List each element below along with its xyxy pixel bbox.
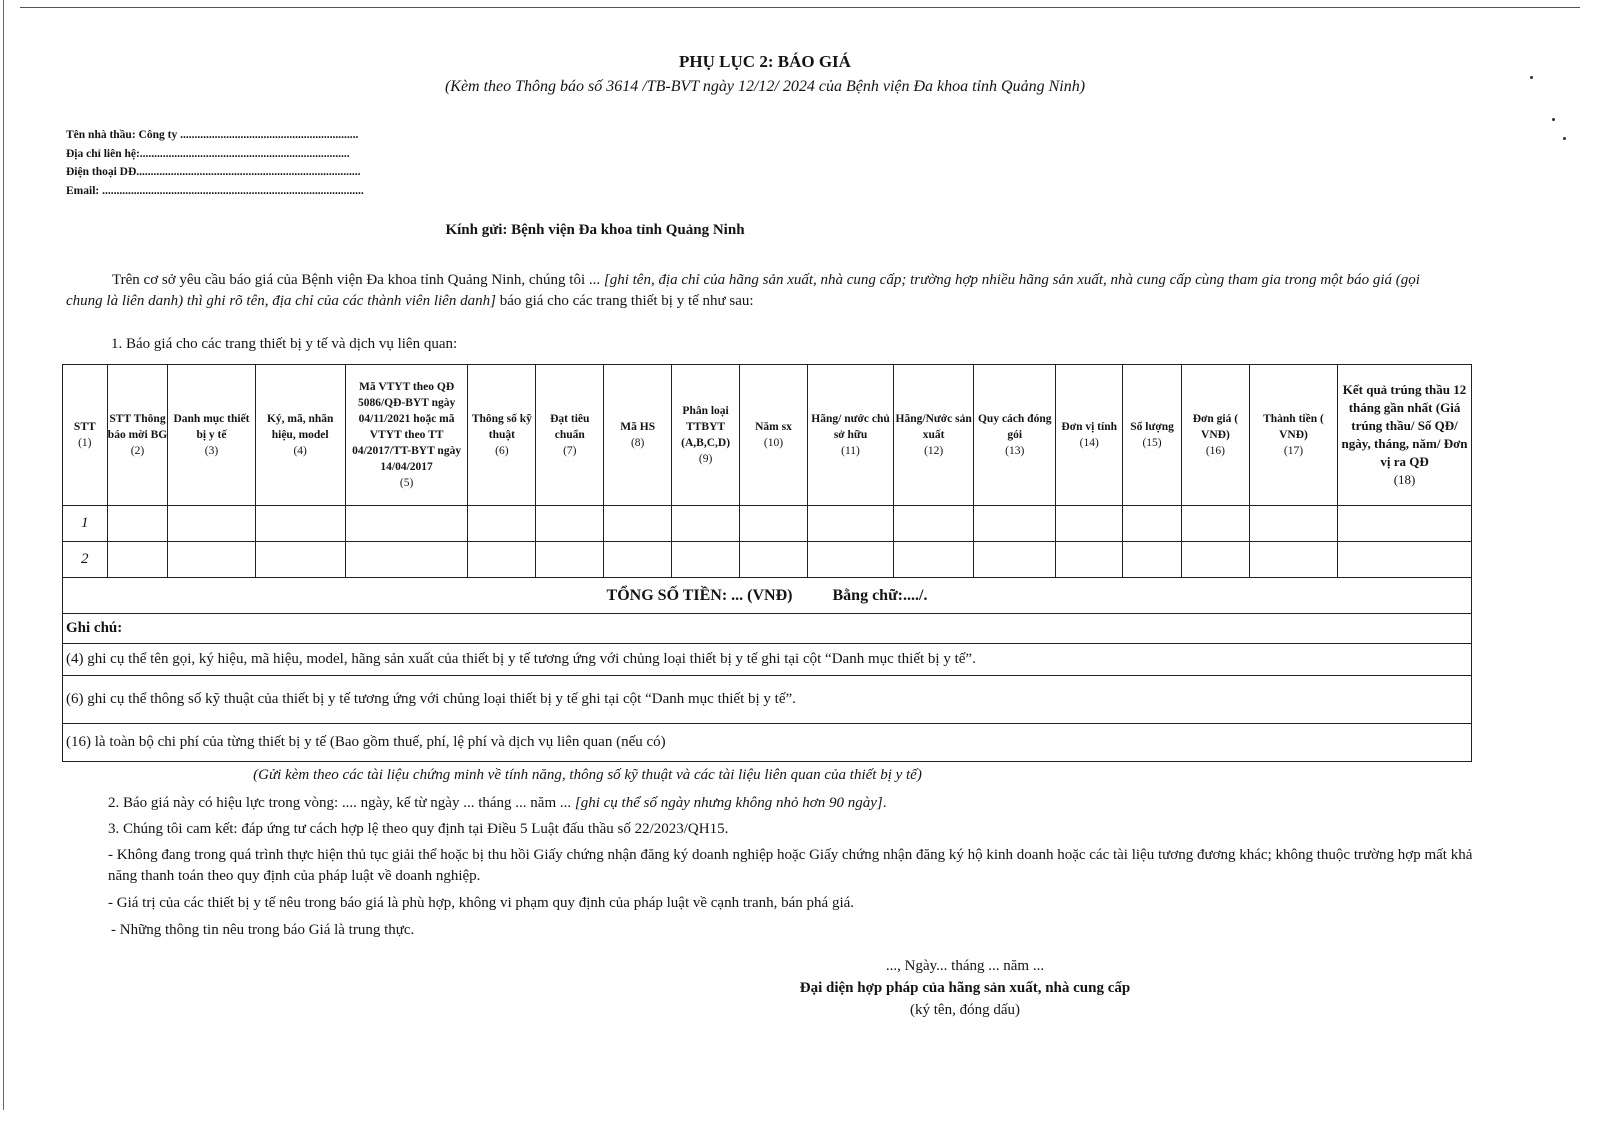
- column-header: Đơn giá ( VNĐ) (16): [1181, 365, 1249, 506]
- table-cell: [974, 506, 1056, 542]
- table-cell: [168, 506, 255, 542]
- table-cell: [1123, 542, 1182, 578]
- note-row: [63, 676, 1472, 724]
- validity-item: 2. Báo giá này có hiệu lực trong vòng: .... ngày, kể từ ngày ... tháng ... năm ... [ghi cụ thể số ngày nhưng không nhỏ hơn 90 ngày].: [108, 795, 887, 811]
- table-cell: [1056, 542, 1123, 578]
- table-cell: [168, 542, 255, 578]
- intro-lead: Trên cơ sở yêu cầu báo giá của Bệnh viện Đa khoa tỉnh Quảng Ninh, chúng tôi ...: [112, 272, 601, 288]
- document-subtitle: (Kèm theo Thông báo số 3614 /TB-BVT ngày 12/12/ 2024 của Bệnh viện Đa khoa tỉnh Quảng Ninh): [444, 78, 1086, 95]
- table-cell: [107, 542, 168, 578]
- table-cell: [894, 506, 974, 542]
- scan-speck: [1563, 137, 1566, 140]
- notes-heading: Ghi chú:: [63, 614, 1472, 644]
- signature-note: (ký tên, đóng dấu): [910, 1002, 1020, 1018]
- commitment-bullet: - Không đang trong quá trình thực hiện thủ tục giải thể hoặc bị thu hồi Giấy chứng nhận đăng ký doanh nghiệp hoặc Giấy chứng nhận đăng ký hộ kinh doanh hoặc các tài liệu tương đương khác; không thuộc trường hợp mất khả năng thanh toán theo quy định của pháp luật về doanh nghiệp.: [108, 847, 1473, 884]
- contractor-email-line: Email: ...........................................................................................: [66, 184, 364, 197]
- commitment-items: [108, 793, 1478, 941]
- signature-date-line: ..., Ngày... tháng ... năm ...: [885, 958, 1045, 974]
- table-cell: [1123, 506, 1182, 542]
- contractor-phone-line: Điện thoại DĐ..............................................................................: [66, 166, 361, 178]
- table-cell: [1181, 506, 1249, 542]
- table-cell: [1249, 542, 1337, 578]
- scan-speck: [1552, 118, 1555, 121]
- table-cell: [740, 506, 808, 542]
- contractor-info: [66, 126, 364, 200]
- table-cell: [807, 542, 893, 578]
- column-header: Hãng/ nước chủ sở hữu (11): [807, 365, 893, 506]
- column-header: Mã VTYT theo QĐ 5086/QĐ-BYT ngày 04/11/2021 hoặc mã VTYT theo TT 04/2017/TT-BYT ngày 14/04/2017 (5): [345, 365, 468, 506]
- row-number: 2: [63, 542, 108, 578]
- column-header: Ký, mã, nhãn hiệu, model (4): [255, 365, 345, 506]
- table-cell: [255, 542, 345, 578]
- table-cell: [672, 542, 740, 578]
- contractor-address-line: Địa chỉ liên hệ:.........................................................................: [66, 147, 350, 160]
- table-cell: [1249, 506, 1337, 542]
- column-header: Quy cách đóng gói (13): [974, 365, 1056, 506]
- quote-table: [62, 364, 1472, 762]
- column-header: Số lượng (15): [1123, 365, 1182, 506]
- scan-left-edge: [3, 0, 4, 1110]
- table-cell: [107, 506, 168, 542]
- signature-representative: Đại diện hợp pháp của hãng sản xuất, nhà cung cấp: [799, 980, 1131, 996]
- column-header: Đạt tiêu chuẩn (7): [536, 365, 604, 506]
- table-cell: [345, 542, 468, 578]
- amount-in-words: Bằng chữ:..../.: [832, 586, 928, 604]
- column-header: Mã HS (8): [604, 365, 672, 506]
- note-item: (6) ghi cụ thể thông số kỹ thuật của thiết bị y tế tương ứng với chủng loại thiết bị y tế ghi tại cột “Danh mục thiết bị y tế”.: [63, 676, 1472, 724]
- note-item: (4) ghi cụ thể tên gọi, ký hiệu, mã hiệu, model, hãng sản xuất của thiết bị y tế tương ứng với chủng loại thiết bị y tế ghi tại cột “Danh mục thiết bị y tế”.: [63, 644, 1472, 676]
- recipient-line: Kính gửi: Bệnh viện Đa khoa tỉnh Quảng Ninh: [445, 222, 745, 238]
- commitment-item: 3. Chúng tôi cam kết: đáp ứng tư cách hợp lệ theo quy định tại Điều 5 Luật đấu thầu số 22/2023/QH15.: [108, 821, 729, 837]
- signature-block: [715, 955, 1215, 1021]
- table-cell: [1338, 506, 1472, 542]
- total-cell: [63, 578, 1472, 614]
- table-cell: [536, 542, 604, 578]
- total-row: [63, 578, 1472, 614]
- scan-speck: [1530, 76, 1533, 79]
- column-header: Danh mục thiết bị y tế (3): [168, 365, 255, 506]
- table-cell: [1181, 542, 1249, 578]
- intro-paragraph: [66, 270, 1456, 312]
- note-row: [63, 644, 1472, 676]
- section-1-heading: 1. Báo giá cho các trang thiết bị y tế và dịch vụ liên quan:: [111, 336, 458, 352]
- table-cell: [1338, 542, 1472, 578]
- row-number: 1: [63, 506, 108, 542]
- note-row: [63, 724, 1472, 762]
- table-cell: [468, 506, 536, 542]
- scan-top-edge: [20, 7, 1580, 8]
- document-title: PHỤ LỤC 2: BÁO GIÁ: [679, 52, 851, 71]
- commitment-bullet: - Giá trị của các thiết bị y tế nêu trong báo giá là phù hợp, không vi phạm quy định của pháp luật về cạnh tranh, bán phá giá.: [108, 895, 855, 911]
- column-header: Kết quả trúng thầu 12 tháng gần nhất (Giá trúng thầu/ Số QĐ/ ngày, tháng, năm/ Đơn vị ra QĐ (18): [1338, 365, 1472, 506]
- table-row: [63, 506, 1472, 542]
- column-header: Thông số kỹ thuật (6): [468, 365, 536, 506]
- intro-italic: [ghi tên, địa chỉ của hãng sản xuất, nhà cung cấp; trường hợp nhiều hãng sản xuất, nhà cung cấp cùng tham gia trong một báo giá (gọi chung là liên danh) thì ghi rõ tên, địa chỉ của các thành viên liên danh]: [66, 272, 1420, 309]
- column-header: Thành tiền ( VNĐ) (17): [1249, 365, 1337, 506]
- column-header: Năm sx (10): [740, 365, 808, 506]
- column-header: Hãng/Nước sản xuất (12): [894, 365, 974, 506]
- column-header: Phân loại TTBYT (A,B,C,D) (9): [672, 365, 740, 506]
- column-header: Đơn vị tính (14): [1056, 365, 1123, 506]
- table-cell: [672, 506, 740, 542]
- table-cell: [807, 506, 893, 542]
- intro-tail: báo giá cho các trang thiết bị y tế như sau:: [499, 293, 754, 309]
- table-cell: [974, 542, 1056, 578]
- column-header: STT Thông báo mời BG (2): [107, 365, 168, 506]
- total-amount-label: TỔNG SỐ TIỀN: ... (VNĐ): [606, 586, 793, 604]
- table-cell: [468, 542, 536, 578]
- table-cell: [894, 542, 974, 578]
- table-cell: [536, 506, 604, 542]
- notes-heading-row: [63, 614, 1472, 644]
- table-cell: [1056, 506, 1123, 542]
- table-header-row: [63, 365, 1472, 506]
- table-row: [63, 542, 1472, 578]
- column-header: STT (1): [63, 365, 108, 506]
- table-cell: [604, 542, 672, 578]
- commitment-bullet: - Những thông tin nêu trong báo Giá là trung thực.: [111, 922, 415, 938]
- contractor-name-line: Tên nhà thầu: Công ty ..............................................................: [66, 129, 359, 141]
- attachment-note: (Gửi kèm theo các tài liệu chứng minh về tính năng, thông số kỹ thuật và các tài liệu liên quan của thiết bị y tế): [253, 767, 922, 783]
- table-cell: [740, 542, 808, 578]
- table-cell: [345, 506, 468, 542]
- note-item: (16) là toàn bộ chi phí của từng thiết bị y tế (Bao gồm thuế, phí, lệ phí và dịch vụ liên quan (nếu có): [63, 724, 1472, 762]
- table-cell: [604, 506, 672, 542]
- table-cell: [255, 506, 345, 542]
